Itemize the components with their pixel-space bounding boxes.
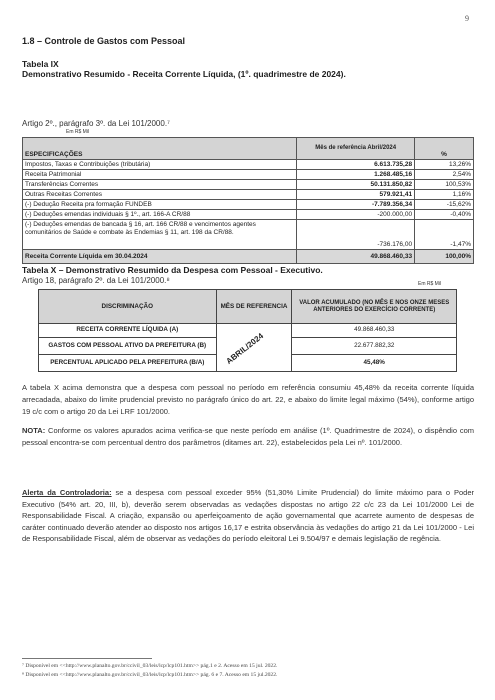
- paragraph-analysis: A tabela X acima demonstra que a despesa com pessoal no período em referência consumiu 45,48% da receita corrente líquida arrecadada, abaixo do limite prudencial previsto no parágrafo único do art. 22, e abaixo do limite legal máximo (54%), conforme artigo 19 c/c com o artigo 20 da Lei LRF 101/2000.: [22, 383, 474, 416]
- row-percent: -1,47%: [415, 220, 474, 250]
- row-percent: 1,16%: [415, 190, 474, 200]
- row-spec: Transferências Correntes: [23, 180, 297, 190]
- table9-label: Tabela IX: [22, 59, 59, 69]
- table-row: [23, 160, 474, 170]
- reference-month: ABRIL/2024: [224, 331, 265, 366]
- table10-title: Tabela X – Demonstrativo Resumido da Despesa com Pessoal - Executivo.: [22, 265, 323, 275]
- footnote-7: ⁷ Disponível em <<http://www.planalto.gov.br/ccivil_03/leis/lcp/lcp101.htm>> pág.1 e 2. Acesso em 15 jul. 2022.: [22, 663, 278, 669]
- row-spec: (-) Deduções emendas de bancada § 16, art. 166 CR/88 e vencimentos agentes comunitários de Saúde e combate às Endemias § 11, art. 198 da CR/88.: [23, 220, 297, 250]
- row-percent: 100,53%: [415, 180, 474, 190]
- row-value: 579.921,41: [297, 190, 415, 200]
- row-value: 22.677.882,32: [292, 338, 457, 355]
- row-percent: 2,54%: [415, 170, 474, 180]
- row-spec: Outras Receitas Correntes: [23, 190, 297, 200]
- header-specifications: ESPECIFICAÇÕES: [23, 138, 297, 160]
- table10-unit: Em R$ Mil: [418, 281, 442, 287]
- table-header-row: [39, 290, 457, 324]
- footnote-divider: [22, 658, 152, 659]
- header-reference-month: Mês de referência Abril/2024: [297, 138, 415, 160]
- total-percent: 100,00%: [415, 250, 474, 264]
- note-label: NOTA:: [22, 426, 46, 435]
- table-row: [23, 170, 474, 180]
- table-row: [23, 220, 474, 250]
- alert-text: se a despesa com pessoal exceder 95% (51,30% Limite Prudencial) do limite máximo para o Poder Executivo (54% art. 20, III, b), deverão serem observadas as vedações dispostas no artigo 22 c/c 23 da Lei 101/2000 Lei de Responsabilidade Fiscal. A criação, expansão ou aperfeiçoamento de ação governamental que acarrete aumento de despesas de caráter continuado deverão atender ao disposto nos artigos 16,17 e estrita observância às vedações do artigo 21 da Lei 101/2000 - Lei de Responsabilidade Fiscal, além de observar as vedações do período eleitoral Lei 9.504/97 e demais legislação de regência.: [22, 488, 475, 543]
- paragraph-note: [22, 425, 474, 449]
- note-text: Conforme os valores apurados acima verifica-se que neste período em análise (1º. Quadrimestre de 2024), o dispêndio com pessoal encontra-se com percentual dentro dos parâmetros (ditames art. 22), estabelecidos pela Lei nº. 101/2000.: [22, 426, 474, 447]
- row-spec: Receita Patrimonial: [23, 170, 297, 180]
- revenue-table: [22, 137, 474, 264]
- table-total-row: [23, 250, 474, 264]
- reference-month-cell: [216, 324, 292, 372]
- row-value: 1.268.485,16: [297, 170, 415, 180]
- paragraph-alert: [22, 487, 474, 545]
- table10-article: Artigo 18, parágrafo 2º. da Lei 101/2000.⁸: [22, 276, 170, 285]
- table9-article: Artigo 2º., parágrafo 3º. da Lei 101/2000.⁷: [22, 119, 170, 128]
- row-percent: -0,40%: [415, 210, 474, 220]
- row-spec: Impostos, Taxas e Contribuições (tributária): [23, 160, 297, 170]
- row-label: RECEITA CORRENTE LÍQUIDA (A): [39, 324, 217, 338]
- page-number: 9: [465, 14, 469, 23]
- section-title: 1.8 – Controle de Gastos com Pessoal: [22, 36, 186, 46]
- header-reference-month: MÊS DE REFERENCIA: [216, 290, 292, 324]
- table-row: [23, 200, 474, 210]
- personnel-expense-table: [38, 289, 457, 372]
- row-value: -7.789.356,34: [297, 200, 415, 210]
- row-value: 45,48%: [292, 355, 457, 372]
- row-percent: 13,26%: [415, 160, 474, 170]
- table-row: [23, 210, 474, 220]
- row-label: PERCENTUAL APLICADO PELA PREFEITURA (B/A): [39, 355, 217, 372]
- row-label: GASTOS COM PESSOAL ATIVO DA PREFEITURA (B): [39, 338, 217, 355]
- row-value: 6.613.735,28: [297, 160, 415, 170]
- table9-unit: Em R$ Mil: [66, 129, 90, 135]
- row-spec: (-) Deduções emendas individuais § 1º., art. 166-A CR/88: [23, 210, 297, 220]
- table-row: [23, 190, 474, 200]
- header-discrimination: DISCRIMINAÇÃO: [39, 290, 217, 324]
- row-value: -200.000,00: [297, 210, 415, 220]
- header-percent: %: [415, 138, 474, 160]
- row-value: -736.176,00: [297, 220, 415, 250]
- alert-label: Alerta da Controladoria:: [22, 488, 112, 497]
- footnote-8: ⁸ Disponível em <<http://www.planalto.gov.br/ccivil_03/leis/lcp/lcp101.htm>> pág. 6 e 7. Acesso em 15 jul.2022.: [22, 672, 278, 678]
- table-row: [23, 180, 474, 190]
- table9-subtitle: Demonstrativo Resumido - Receita Corrente Líquida, (1º. quadrimestre de 2024).: [22, 69, 346, 79]
- table-row: [39, 324, 457, 338]
- row-value: 49.868.460,33: [292, 324, 457, 338]
- total-value: 49.868.460,33: [297, 250, 415, 264]
- table-header-row: [23, 138, 474, 160]
- row-value: 50.131.850,82: [297, 180, 415, 190]
- row-spec: (-) Dedução Receita pra formação FUNDEB: [23, 200, 297, 210]
- total-spec: Receita Corrente Líquida em 30.04.2024: [23, 250, 297, 264]
- row-percent: -15,62%: [415, 200, 474, 210]
- header-accumulated-value: VALOR ACUMULADO (NO MÊS E NOS ONZE MESES ANTERIORES DO EXERCÍCIO CORRENTE): [292, 290, 457, 324]
